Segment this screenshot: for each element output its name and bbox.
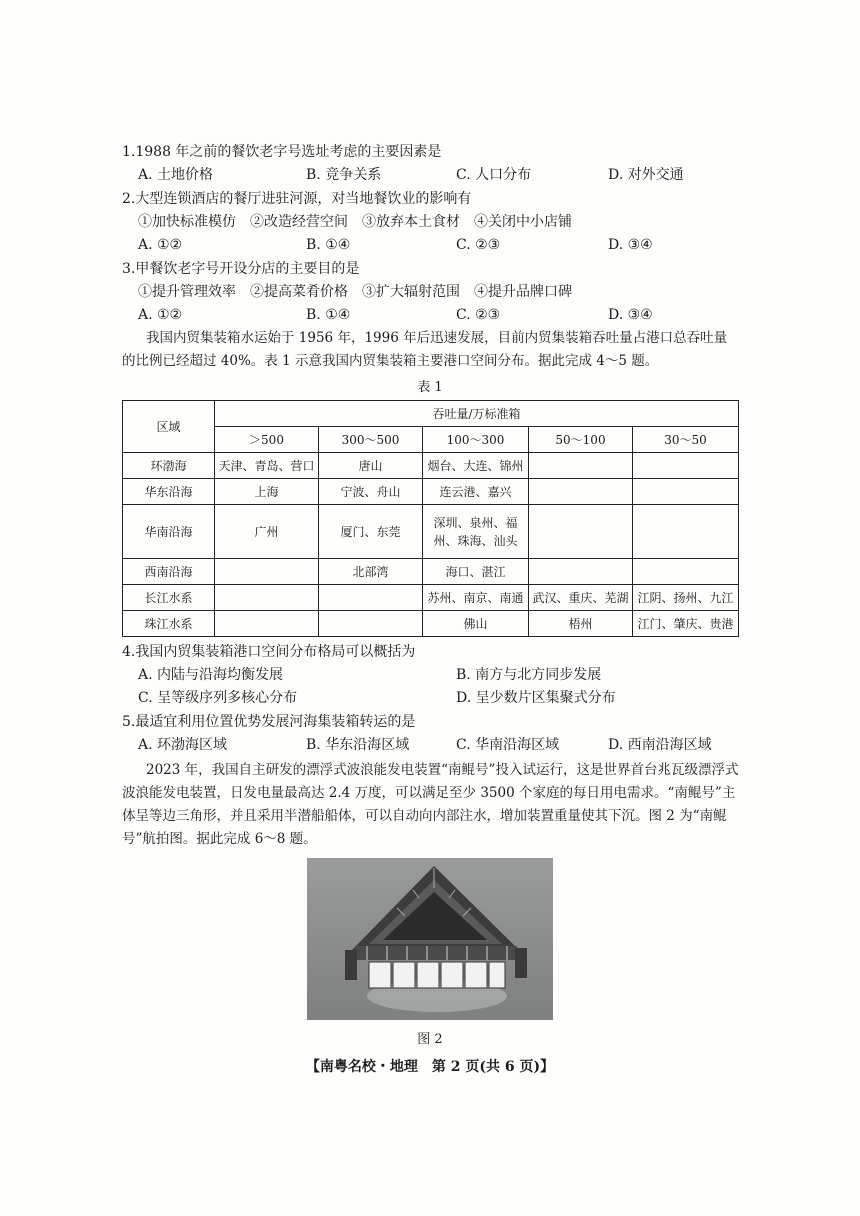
table-col-header: 50～100 <box>529 427 633 453</box>
q5-option-a: A. 环渤海区域 <box>138 737 228 753</box>
page-footer: 【南粤名校・地理 第 2 页(共 6 页)】 <box>305 1059 555 1075</box>
table-cell <box>319 585 423 611</box>
q3-option-a: A. ①② <box>138 307 183 323</box>
table-cell-region: 西南沿海 <box>123 559 215 585</box>
q5-option-c: C. 华南沿海区域 <box>456 737 560 753</box>
q4-option-a: A. 内陆与沿海均衡发展 <box>138 667 284 683</box>
table-cell: 厦门、东莞 <box>319 505 423 559</box>
table-cell <box>319 611 423 637</box>
q4-stem: 4.我国内贸集装箱港口空间分布格局可以概括为 <box>122 644 416 660</box>
q3-items: ①提升管理效率 ②提高菜肴价格 ③扩大辐射范围 ④提升品牌口碑 <box>138 284 572 300</box>
table-cell-region: 华东沿海 <box>123 479 215 505</box>
table-cell: 天津、青岛、营口 <box>215 453 319 479</box>
q4-option-c: C. 呈等级序列多核心分布 <box>138 690 298 706</box>
table-col-header: ＞500 <box>215 427 319 453</box>
table-cell-region: 华南沿海 <box>123 505 215 559</box>
table-region-header: 区域 <box>123 401 215 453</box>
table-cell: 广州 <box>215 505 319 559</box>
table-cell: 梧州 <box>529 611 633 637</box>
table-cell: 烟台、大连、锦州 <box>423 453 529 479</box>
table-cell <box>529 479 633 505</box>
q2-option-d: D. ③④ <box>608 237 653 253</box>
q3-option-b: B. ①④ <box>306 307 351 323</box>
intro-text-6-8: 2023 年，我国自主研发的漂浮式波浪能发电装置“南鲲号”投入试运行，这是世界首台兆瓦级漂浮式波浪能发电装置，日发电量最高达 2.4 万度，可以满足至少 3500 个家庭的每日用电需求。“南鲲号”主体呈等边三角形，并且采用半潜船船体，可以自动向内部注水，增加装置重量使其下沉。图 2 为“南鲲号”航拍图。据此完成 6～8 题。 <box>122 762 739 847</box>
table-cell-region: 珠江水系 <box>123 611 215 637</box>
table-row <box>123 479 739 505</box>
table-cell: 苏州、南京、南通 <box>423 585 529 611</box>
q2-items: ①加快标准模仿 ②改造经营空间 ③放弃本土食材 ④关闭中小店铺 <box>138 214 572 230</box>
q1-option-b: B. 竞争关系 <box>306 167 382 183</box>
table-cell: 唐山 <box>319 453 423 479</box>
q4-option-b: B. 南方与北方同步发展 <box>456 667 602 683</box>
q2-option-b: B. ①④ <box>306 237 351 253</box>
table-cell-region: 环渤海 <box>123 453 215 479</box>
table-caption: 表 1 <box>417 380 443 395</box>
table-col-header: 300～500 <box>319 427 423 453</box>
q4-option-d: D. 呈少数片区集聚式分布 <box>456 690 616 706</box>
table-col-header: 100～300 <box>423 427 529 453</box>
table-cell <box>633 505 739 559</box>
table-cell-region: 长江水系 <box>123 585 215 611</box>
table-cell: 深圳、泉州、福州、珠海、汕头 <box>423 505 529 559</box>
table-row <box>123 585 739 611</box>
q2-stem: 2.大型连锁酒店的餐厅进驻河源，对当地餐饮业的影响有 <box>122 191 472 207</box>
table-col-header: 30～50 <box>633 427 739 453</box>
table-cell <box>529 559 633 585</box>
figure-2-photo <box>307 858 553 1020</box>
q5-stem: 5.最适宜利用位置优势发展河海集装箱转运的是 <box>122 714 416 730</box>
q3-option-c: C. ②③ <box>456 307 501 323</box>
table-cell: 江阴、扬州、九江 <box>633 585 739 611</box>
q2-option-a: A. ①② <box>138 237 183 253</box>
table-cell <box>633 479 739 505</box>
table-cell <box>215 611 319 637</box>
table-row <box>123 453 739 479</box>
wave-platform-illustration <box>307 858 553 1020</box>
q3-option-d: D. ③④ <box>608 307 653 323</box>
port-table <box>122 400 739 637</box>
table-cell <box>529 453 633 479</box>
table-cell: 武汉、重庆、芜湖 <box>529 585 633 611</box>
q1-stem: 1.1988 年之前的餐饮老字号选址考虑的主要因素是 <box>122 144 442 160</box>
table-row <box>123 559 739 585</box>
q5-option-d: D. 西南沿海区域 <box>608 737 712 753</box>
table-cell <box>215 559 319 585</box>
table-cell: 江门、肇庆、贵港 <box>633 611 739 637</box>
figure-caption: 图 2 <box>417 1032 443 1047</box>
intro-paragraph-4-5 <box>122 327 740 373</box>
intro-text-4-5: 我国内贸集装箱水运始于 1956 年，1996 年后迅速发展，目前内贸集装箱吞吐量占港口总吞吐量的比例已经超过 40%。表 1 示意我国内贸集装箱主要港口空间分布。据此完成 4～5 题。 <box>122 330 728 369</box>
q3-stem: 3.甲餐饮老字号开设分店的主要目的是 <box>122 261 360 277</box>
intro-paragraph-6-8 <box>122 759 740 851</box>
table-cell: 宁波、舟山 <box>319 479 423 505</box>
table-cell: 连云港、嘉兴 <box>423 479 529 505</box>
table-row <box>123 505 739 559</box>
table-cell: 佛山 <box>423 611 529 637</box>
table-cell <box>529 505 633 559</box>
table-cell: 北部湾 <box>319 559 423 585</box>
table-group-header: 吞吐量/万标准箱 <box>215 401 739 427</box>
table-row <box>123 611 739 637</box>
q1-option-d: D. 对外交通 <box>608 167 684 183</box>
table-cell <box>633 559 739 585</box>
q2-option-c: C. ②③ <box>456 237 501 253</box>
table-cell: 海口、湛江 <box>423 559 529 585</box>
table-cell: 上海 <box>215 479 319 505</box>
q5-option-b: B. 华东沿海区域 <box>306 737 410 753</box>
table-cell <box>633 453 739 479</box>
q1-option-a: A. 土地价格 <box>138 167 214 183</box>
table-cell <box>215 585 319 611</box>
q1-option-c: C. 人口分布 <box>456 167 532 183</box>
